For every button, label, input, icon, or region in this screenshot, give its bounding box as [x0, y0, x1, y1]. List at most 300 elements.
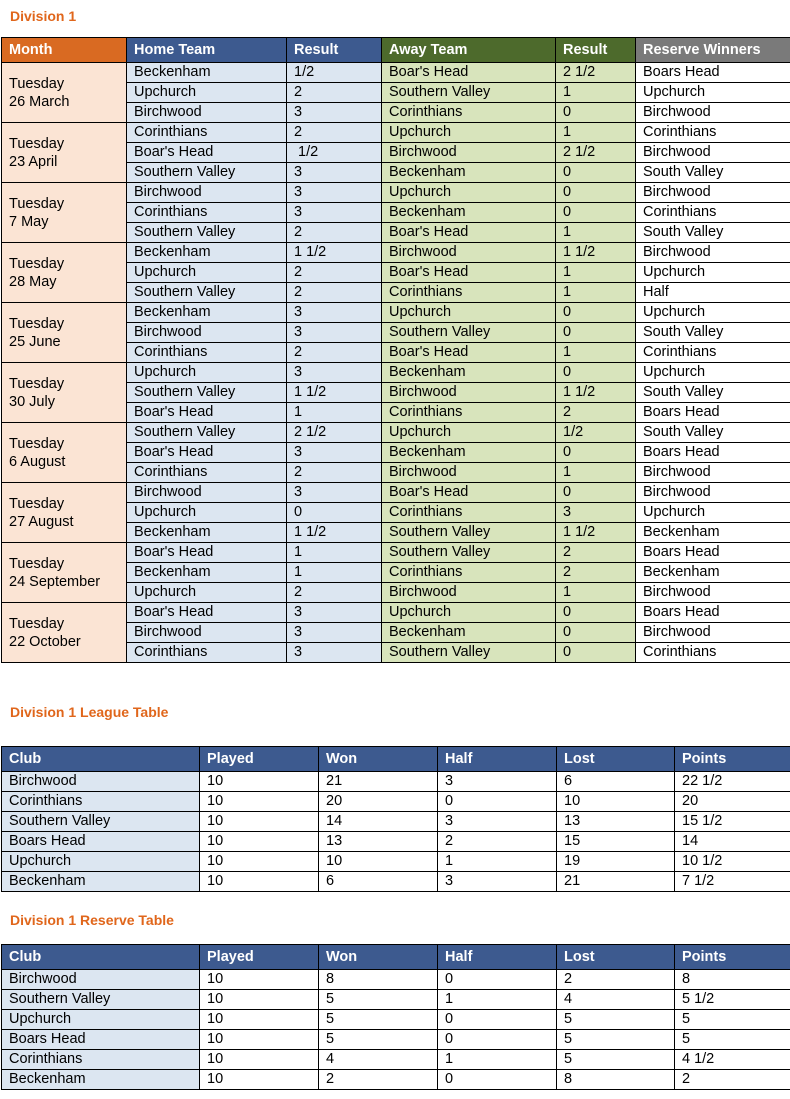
round-day: Tuesday: [9, 375, 65, 392]
away-team: Corinthians: [382, 563, 556, 583]
reserve-cell-lost: 5: [557, 1050, 675, 1070]
league-cell-lost: 21: [557, 872, 675, 892]
league-cell-won: 10: [319, 852, 438, 872]
home-team: Boar's Head: [127, 443, 287, 463]
reserve-winner: Boars Head: [636, 543, 790, 563]
home-team: Southern Valley: [127, 223, 287, 243]
away-result: 0: [556, 103, 636, 123]
home-team: Beckenham: [127, 303, 287, 323]
reserve-cell-points: 5 1/2: [675, 990, 790, 1010]
fixture-row: [2, 363, 790, 383]
league-cell-played: 10: [200, 812, 319, 832]
league-cell-club: Birchwood: [2, 772, 200, 792]
away-result: 1: [556, 343, 636, 363]
home-team: Beckenham: [127, 63, 287, 83]
reserve-header-lost: Lost: [557, 945, 675, 970]
home-result: 3: [287, 363, 382, 383]
round-date: [2, 423, 127, 483]
table-row: [2, 832, 790, 852]
league-cell-won: 13: [319, 832, 438, 852]
home-result: 1 1/2: [287, 383, 382, 403]
away-team: Southern Valley: [382, 643, 556, 663]
reserve-winner: South Valley: [636, 323, 790, 343]
home-result: 3: [287, 323, 382, 343]
fixture-row: [2, 303, 790, 323]
league-cell-points: 7 1/2: [675, 872, 790, 892]
reserve-winner: Beckenham: [636, 563, 790, 583]
table-row: [2, 990, 790, 1010]
fixtures-table: [1, 37, 790, 663]
league-cell-won: 14: [319, 812, 438, 832]
away-team: Southern Valley: [382, 523, 556, 543]
home-result: 3: [287, 303, 382, 323]
reserve-winner: Boars Head: [636, 63, 790, 83]
fixtures-header-row: [2, 38, 790, 63]
league-cell-played: 10: [200, 772, 319, 792]
reserve-cell-points: 2: [675, 1070, 790, 1090]
away-team: Beckenham: [382, 363, 556, 383]
round-date-label: 24 September: [9, 573, 101, 590]
away-result: 0: [556, 323, 636, 343]
header-home-result: Result: [287, 38, 382, 63]
table-row: [2, 1030, 790, 1050]
home-result: 1/2: [287, 143, 382, 163]
home-team: Birchwood: [127, 103, 287, 123]
reserve-winner: Corinthians: [636, 343, 790, 363]
reserve-header-won: Won: [319, 945, 438, 970]
away-result: 1: [556, 463, 636, 483]
table-row: [2, 1070, 790, 1090]
reserve-winner: Birchwood: [636, 623, 790, 643]
home-team: Boar's Head: [127, 143, 287, 163]
home-team: Birchwood: [127, 623, 287, 643]
home-result: 2: [287, 463, 382, 483]
away-team: Corinthians: [382, 403, 556, 423]
reserve-winner: South Valley: [636, 383, 790, 403]
home-team: Corinthians: [127, 343, 287, 363]
away-team: Upchurch: [382, 183, 556, 203]
reserve-cell-points: 4 1/2: [675, 1050, 790, 1070]
home-team: Beckenham: [127, 523, 287, 543]
away-team: Boar's Head: [382, 343, 556, 363]
home-team: Southern Valley: [127, 283, 287, 303]
round-date-label: 7 May: [9, 213, 49, 230]
away-team: Upchurch: [382, 303, 556, 323]
reserve-winner: Upchurch: [636, 83, 790, 103]
league-cell-half: 3: [438, 812, 557, 832]
league-header-club: Club: [2, 747, 200, 772]
round-date: [2, 543, 127, 603]
home-team: Corinthians: [127, 203, 287, 223]
league-cell-played: 10: [200, 792, 319, 812]
reserve-cell-club: Corinthians: [2, 1050, 200, 1070]
reserve-cell-played: 10: [200, 1030, 319, 1050]
home-team: Boar's Head: [127, 543, 287, 563]
league-table: [1, 746, 790, 892]
away-team: Southern Valley: [382, 83, 556, 103]
round-date-label: 25 June: [9, 333, 61, 350]
fixture-row: [2, 423, 790, 443]
reserve-table-title: Division 1 Reserve Table: [10, 912, 174, 928]
reserve-cell-club: Upchurch: [2, 1010, 200, 1030]
home-result: 3: [287, 103, 382, 123]
league-header-lost: Lost: [557, 747, 675, 772]
league-header-played: Played: [200, 747, 319, 772]
round-day: Tuesday: [9, 255, 65, 272]
reserve-cell-half: 0: [438, 1070, 557, 1090]
away-team: Corinthians: [382, 283, 556, 303]
away-team: Upchurch: [382, 423, 556, 443]
table-row: [2, 872, 790, 892]
away-result: 0: [556, 643, 636, 663]
away-result: 1 1/2: [556, 523, 636, 543]
reserve-cell-half: 0: [438, 970, 557, 990]
fixture-row: [2, 243, 790, 263]
reserve-cell-half: 0: [438, 1010, 557, 1030]
away-result: 0: [556, 363, 636, 383]
home-result: 3: [287, 643, 382, 663]
away-team: Beckenham: [382, 623, 556, 643]
away-result: 0: [556, 483, 636, 503]
away-result: 1: [556, 283, 636, 303]
home-result: 3: [287, 483, 382, 503]
away-team: Boar's Head: [382, 63, 556, 83]
reserve-header-half: Half: [438, 945, 557, 970]
header-away-team: Away Team: [382, 38, 556, 63]
round-date-label: 6 August: [9, 453, 66, 470]
fixture-row: [2, 483, 790, 503]
away-result: 2: [556, 543, 636, 563]
table-row: [2, 812, 790, 832]
league-cell-points: 15 1/2: [675, 812, 790, 832]
reserve-winner: Birchwood: [636, 183, 790, 203]
league-cell-played: 10: [200, 852, 319, 872]
reserve-winner: South Valley: [636, 163, 790, 183]
round-date-label: 22 October: [9, 633, 81, 650]
league-cell-club: Beckenham: [2, 872, 200, 892]
home-result: 2: [287, 83, 382, 103]
round-day: Tuesday: [9, 615, 65, 632]
league-header-row: [2, 747, 790, 772]
away-result: 1: [556, 263, 636, 283]
reserve-header-row: [2, 945, 790, 970]
away-result: 0: [556, 183, 636, 203]
league-header-half: Half: [438, 747, 557, 772]
reserve-winner: Beckenham: [636, 523, 790, 543]
reserve-winner: Birchwood: [636, 243, 790, 263]
header-home-team: Home Team: [127, 38, 287, 63]
home-team: Birchwood: [127, 323, 287, 343]
away-team: Boar's Head: [382, 483, 556, 503]
league-cell-points: 22 1/2: [675, 772, 790, 792]
home-result: 2 1/2: [287, 423, 382, 443]
home-result: 3: [287, 163, 382, 183]
league-cell-lost: 19: [557, 852, 675, 872]
away-result: 1: [556, 83, 636, 103]
table-row: [2, 1050, 790, 1070]
round-date: [2, 483, 127, 543]
header-month: Month: [2, 38, 127, 63]
home-team: Southern Valley: [127, 423, 287, 443]
home-result: 2: [287, 223, 382, 243]
home-team: Upchurch: [127, 583, 287, 603]
round-day: Tuesday: [9, 315, 65, 332]
reserve-winner: Half: [636, 283, 790, 303]
home-team: Corinthians: [127, 463, 287, 483]
home-team: Upchurch: [127, 503, 287, 523]
reserve-cell-played: 10: [200, 1050, 319, 1070]
league-cell-won: 6: [319, 872, 438, 892]
league-cell-half: 3: [438, 772, 557, 792]
away-result: 1: [556, 583, 636, 603]
table-row: [2, 772, 790, 792]
reserve-winner: Upchurch: [636, 503, 790, 523]
reserve-cell-lost: 5: [557, 1030, 675, 1050]
reserve-cell-lost: 5: [557, 1010, 675, 1030]
league-cell-won: 21: [319, 772, 438, 792]
away-result: 0: [556, 623, 636, 643]
league-cell-lost: 10: [557, 792, 675, 812]
round-date-label: 26 March: [9, 93, 70, 110]
away-result: 0: [556, 603, 636, 623]
league-header-won: Won: [319, 747, 438, 772]
fixture-row: [2, 123, 790, 143]
reserve-winner: Birchwood: [636, 583, 790, 603]
reserve-cell-club: Southern Valley: [2, 990, 200, 1010]
reserve-winner: Birchwood: [636, 483, 790, 503]
round-date-label: 28 May: [9, 273, 57, 290]
home-team: Upchurch: [127, 83, 287, 103]
reserve-winner: Boars Head: [636, 443, 790, 463]
away-result: 1/2: [556, 423, 636, 443]
away-team: Beckenham: [382, 163, 556, 183]
round-date: [2, 603, 127, 663]
away-team: Upchurch: [382, 123, 556, 143]
away-team: Birchwood: [382, 463, 556, 483]
home-team: Southern Valley: [127, 163, 287, 183]
round-day: Tuesday: [9, 75, 65, 92]
home-result: 1: [287, 543, 382, 563]
away-team: Birchwood: [382, 243, 556, 263]
reserve-cell-lost: 8: [557, 1070, 675, 1090]
reserve-winner: Birchwood: [636, 463, 790, 483]
home-result: 1: [287, 563, 382, 583]
home-team: Birchwood: [127, 483, 287, 503]
away-team: Boar's Head: [382, 263, 556, 283]
league-cell-played: 10: [200, 872, 319, 892]
reserve-cell-won: 2: [319, 1070, 438, 1090]
away-team: Birchwood: [382, 583, 556, 603]
away-result: 0: [556, 303, 636, 323]
home-team: Beckenham: [127, 243, 287, 263]
reserve-winner: Upchurch: [636, 263, 790, 283]
reserve-cell-won: 5: [319, 990, 438, 1010]
home-result: 3: [287, 623, 382, 643]
league-cell-half: 2: [438, 832, 557, 852]
league-cell-half: 1: [438, 852, 557, 872]
round-date: [2, 63, 127, 123]
away-result: 1 1/2: [556, 243, 636, 263]
reserve-cell-won: 5: [319, 1030, 438, 1050]
header-away-result: Result: [556, 38, 636, 63]
reserve-cell-club: Boars Head: [2, 1030, 200, 1050]
reserve-cell-club: Beckenham: [2, 1070, 200, 1090]
league-cell-lost: 15: [557, 832, 675, 852]
reserve-cell-lost: 4: [557, 990, 675, 1010]
home-result: 2: [287, 263, 382, 283]
home-result: 2: [287, 583, 382, 603]
league-cell-half: 3: [438, 872, 557, 892]
round-date-label: 27 August: [9, 513, 74, 530]
round-day: Tuesday: [9, 135, 65, 152]
away-result: 2 1/2: [556, 143, 636, 163]
reserve-cell-lost: 2: [557, 970, 675, 990]
reserve-winner: Corinthians: [636, 123, 790, 143]
home-result: 1: [287, 403, 382, 423]
league-cell-club: Southern Valley: [2, 812, 200, 832]
home-result: 2: [287, 343, 382, 363]
reserve-winner: Upchurch: [636, 303, 790, 323]
away-team: Upchurch: [382, 603, 556, 623]
league-cell-club: Corinthians: [2, 792, 200, 812]
home-team: Southern Valley: [127, 383, 287, 403]
reserve-header-played: Played: [200, 945, 319, 970]
away-team: Boar's Head: [382, 223, 556, 243]
reserve-cell-won: 8: [319, 970, 438, 990]
home-team: Boar's Head: [127, 403, 287, 423]
away-team: Beckenham: [382, 203, 556, 223]
fixture-row: [2, 543, 790, 563]
reserve-cell-played: 10: [200, 1070, 319, 1090]
away-team: Corinthians: [382, 503, 556, 523]
round-day: Tuesday: [9, 495, 65, 512]
reserve-cell-half: 1: [438, 1050, 557, 1070]
league-cell-half: 0: [438, 792, 557, 812]
home-result: 2: [287, 283, 382, 303]
home-team: Corinthians: [127, 643, 287, 663]
reserve-winner: Upchurch: [636, 363, 790, 383]
reserve-winner: Birchwood: [636, 103, 790, 123]
reserve-header-club: Club: [2, 945, 200, 970]
league-cell-club: Boars Head: [2, 832, 200, 852]
round-date: [2, 243, 127, 303]
away-team: Southern Valley: [382, 323, 556, 343]
away-result: 2: [556, 563, 636, 583]
table-row: [2, 1010, 790, 1030]
away-result: 3: [556, 503, 636, 523]
reserve-winner: Boars Head: [636, 603, 790, 623]
reserve-cell-played: 10: [200, 1010, 319, 1030]
away-result: 2: [556, 403, 636, 423]
home-result: 1/2: [287, 63, 382, 83]
league-cell-lost: 6: [557, 772, 675, 792]
away-result: 2 1/2: [556, 63, 636, 83]
reserve-cell-club: Birchwood: [2, 970, 200, 990]
home-result: 1 1/2: [287, 243, 382, 263]
home-team: Corinthians: [127, 123, 287, 143]
away-result: 0: [556, 443, 636, 463]
round-day: Tuesday: [9, 195, 65, 212]
league-header-points: Points: [675, 747, 790, 772]
fixture-row: [2, 603, 790, 623]
away-team: Birchwood: [382, 383, 556, 403]
round-date: [2, 363, 127, 423]
round-date: [2, 183, 127, 243]
reserve-header-points: Points: [675, 945, 790, 970]
reserve-cell-points: 5: [675, 1030, 790, 1050]
fixture-row: [2, 63, 790, 83]
away-team: Beckenham: [382, 443, 556, 463]
fixture-row: [2, 183, 790, 203]
league-cell-played: 10: [200, 832, 319, 852]
table-row: [2, 792, 790, 812]
home-team: Upchurch: [127, 363, 287, 383]
reserve-cell-played: 10: [200, 970, 319, 990]
league-cell-lost: 13: [557, 812, 675, 832]
home-team: Beckenham: [127, 563, 287, 583]
reserve-cell-points: 8: [675, 970, 790, 990]
round-date: [2, 123, 127, 183]
home-result: 2: [287, 123, 382, 143]
away-result: 1 1/2: [556, 383, 636, 403]
league-cell-won: 20: [319, 792, 438, 812]
table-row: [2, 970, 790, 990]
reserve-cell-won: 4: [319, 1050, 438, 1070]
reserve-table: [1, 944, 790, 1090]
reserve-cell-played: 10: [200, 990, 319, 1010]
reserve-cell-points: 5: [675, 1010, 790, 1030]
round-date: [2, 303, 127, 363]
league-cell-points: 14: [675, 832, 790, 852]
home-result: 3: [287, 603, 382, 623]
reserve-winner: Corinthians: [636, 643, 790, 663]
reserve-winner: Boars Head: [636, 403, 790, 423]
away-result: 0: [556, 163, 636, 183]
away-team: Southern Valley: [382, 543, 556, 563]
division-title: Division 1: [10, 8, 77, 24]
home-result: 1 1/2: [287, 523, 382, 543]
league-cell-points: 10 1/2: [675, 852, 790, 872]
reserve-winner: South Valley: [636, 423, 790, 443]
reserve-cell-half: 1: [438, 990, 557, 1010]
reserve-cell-won: 5: [319, 1010, 438, 1030]
round-day: Tuesday: [9, 435, 65, 452]
header-reserve-winners: Reserve Winners: [636, 38, 790, 63]
away-team: Corinthians: [382, 103, 556, 123]
home-result: 3: [287, 203, 382, 223]
reserve-winner: Birchwood: [636, 143, 790, 163]
home-team: Upchurch: [127, 263, 287, 283]
away-result: 1: [556, 123, 636, 143]
home-result: 0: [287, 503, 382, 523]
table-row: [2, 852, 790, 872]
reserve-winner: Corinthians: [636, 203, 790, 223]
home-team: Boar's Head: [127, 603, 287, 623]
league-cell-club: Upchurch: [2, 852, 200, 872]
round-day: Tuesday: [9, 555, 65, 572]
league-cell-points: 20: [675, 792, 790, 812]
away-result: 0: [556, 203, 636, 223]
home-result: 3: [287, 443, 382, 463]
away-result: 1: [556, 223, 636, 243]
home-result: 3: [287, 183, 382, 203]
reserve-winner: South Valley: [636, 223, 790, 243]
round-date-label: 23 April: [9, 153, 58, 170]
reserve-cell-half: 0: [438, 1030, 557, 1050]
away-team: Birchwood: [382, 143, 556, 163]
league-table-title: Division 1 League Table: [10, 704, 169, 720]
round-date-label: 30 July: [9, 393, 55, 410]
